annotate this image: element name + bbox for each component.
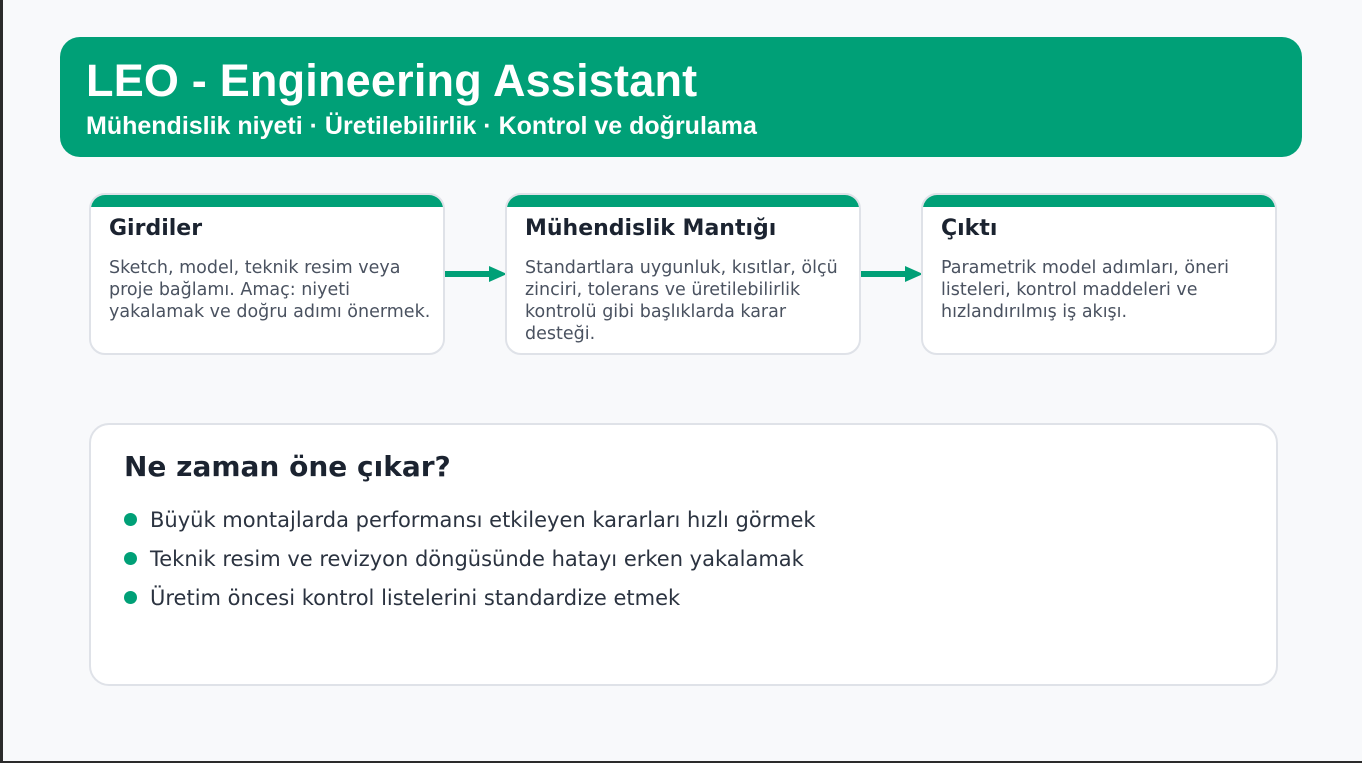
header-banner	[60, 37, 1302, 157]
window-frame-left	[0, 0, 3, 763]
flow-card-title: Çıktı	[941, 216, 998, 241]
page-title: LEO - Engineering Assistant	[86, 55, 698, 106]
bullet-dot-icon	[124, 552, 137, 565]
card-accent-bar	[91, 195, 443, 207]
bullet-dot-icon	[124, 513, 137, 526]
highlights-panel	[89, 423, 1278, 686]
list-item-text: Üretim öncesi kontrol listelerini standardize etmek	[150, 585, 681, 610]
flow-card-text: Sketch, model, teknik resim veya proje bağlamı. Amaç: niyeti yakalamak ve doğru adımı önermek.	[109, 258, 431, 322]
flow-arrow-icon	[861, 266, 925, 282]
flow-card-engineering-logic	[505, 193, 861, 355]
flow-card-text: Parametrik model adımları, öneri listeleri, kontrol maddeleri ve hızlandırılmış iş akışı.	[941, 258, 1230, 322]
flow-card-inputs	[89, 193, 445, 355]
bullet-dot-icon	[124, 591, 137, 604]
flow-card-output	[921, 193, 1277, 355]
page-subtitle: Mühendislik niyeti · Üretilebilirlik · Kontrol ve doğrulama	[86, 112, 757, 140]
flow-card-title: Mühendislik Mantığı	[525, 216, 777, 241]
list-item-text: Teknik resim ve revizyon döngüsünde hatayı erken yakalamak	[150, 546, 804, 571]
flow-card-title: Girdiler	[109, 216, 203, 241]
list-item	[124, 500, 816, 539]
list-item	[124, 578, 816, 617]
list-item-text: Büyük montajlarda performansı etkileyen kararları hızlı görmek	[150, 507, 816, 532]
card-accent-bar	[507, 195, 859, 207]
highlights-list	[124, 500, 816, 617]
highlights-title: Ne zaman öne çıkar?	[124, 450, 451, 483]
card-accent-bar	[923, 195, 1275, 207]
flow-card-text: Standartlara uygunluk, kısıtlar, ölçü zinciri, tolerans ve üretilebilirlik kontrolü gibi başlıklarda karar desteği.	[525, 258, 838, 344]
flow-arrow-icon	[445, 266, 509, 282]
list-item	[124, 539, 816, 578]
